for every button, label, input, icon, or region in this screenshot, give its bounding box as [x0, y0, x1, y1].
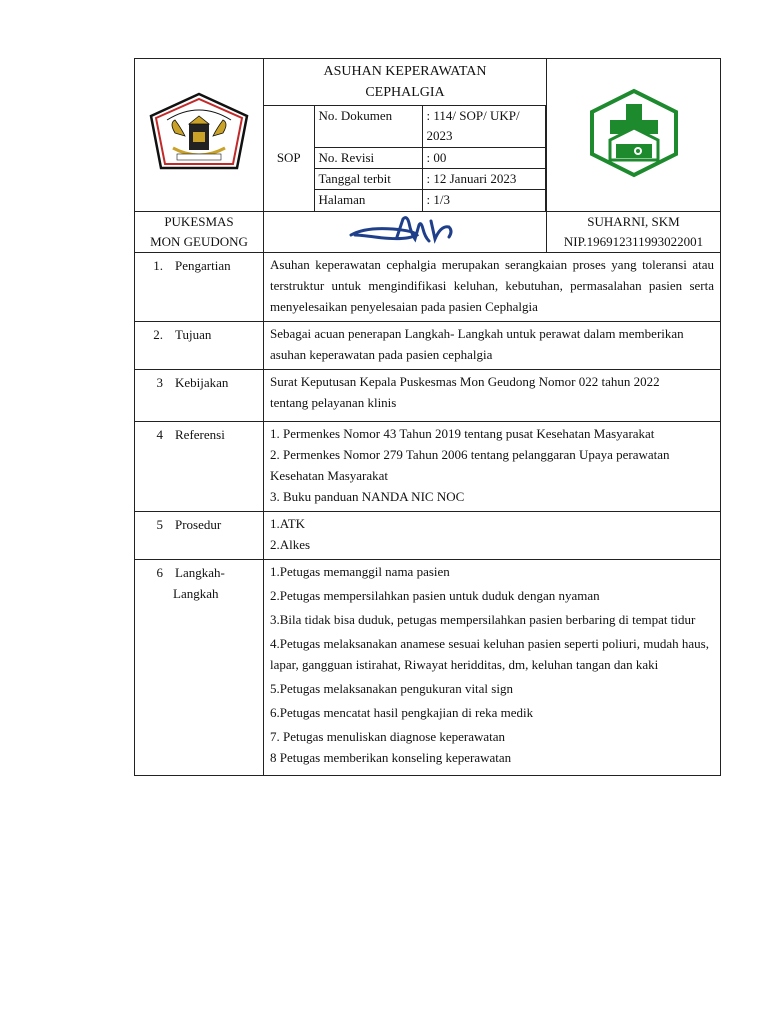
- list-item: 3. Buku panduan NANDA NIC NOC: [270, 488, 465, 504]
- list-item: 2. Permenkes Nomor 279 Tahun 2006 tentang pelanggaran Upaya perawatan Kesehatan Masyarakat: [270, 446, 670, 483]
- section-label: [135, 369, 264, 421]
- section-number: 1.: [153, 257, 163, 273]
- sop-table: [134, 58, 721, 776]
- section-number: 5: [156, 516, 163, 532]
- list-item: 2.Alkes: [270, 536, 311, 552]
- org-name-line-2: MON GEUDONG: [150, 233, 248, 249]
- city-government-logo: [145, 88, 253, 178]
- meta-value: : 114/ SOP/ UKP/ 2023: [422, 106, 546, 148]
- list-item: 2.Petugas mempersilahkan pasien untuk duduk dengan nyaman: [270, 587, 600, 603]
- meta-key: Tanggal terbit: [314, 169, 422, 190]
- list-item: 7. Petugas menuliskan diagnose keperawatan: [270, 728, 506, 744]
- pengertian-text: Asuhan keperawatan cephalgia merupakan serangkaian proses yang toleransi atau terstruktur untuk mengindifikasi keluhan, kebutuhan, permasalahan pasien serta menyelesaikan penyelesaian pada pasien Cephalgia: [264, 252, 721, 321]
- puskesmas-logo: [586, 88, 682, 178]
- signer-name: SUHARNI, SKM: [587, 213, 680, 229]
- list-item: 3.Bila tidak bisa duduk, petugas mempersilahkan pasien berbaring di tempat tidur: [270, 611, 696, 627]
- meta-table: [264, 105, 546, 211]
- signer-nip: NIP.196912311993022001: [563, 233, 704, 249]
- section-number: 2.: [153, 326, 163, 342]
- section-label: [135, 559, 264, 775]
- meta-key: No. Revisi: [314, 148, 422, 169]
- list-item: 6.Petugas mencatat hasil pengkajian di reka medik: [270, 704, 534, 720]
- section-label: [135, 252, 264, 321]
- city-logo-cell: [135, 59, 264, 212]
- section-number: 6: [156, 564, 163, 580]
- tujuan-text: [264, 321, 721, 369]
- referensi-list: [264, 421, 721, 511]
- document-title: [264, 59, 546, 105]
- list-item: 4.Petugas melaksanakan anamese sesuai keluhan pasien seperti poliuri, mudah haus, lapar, gangguan istirahat, Riwayat heridditas, dm, keluhan tangan dan kaki: [270, 635, 709, 672]
- section-title: Pengartian: [175, 257, 231, 273]
- section-title: Langkah-: [175, 564, 225, 580]
- meta-key: Halaman: [314, 190, 422, 211]
- section-number: 4: [156, 426, 163, 442]
- langkah-list: [264, 559, 721, 775]
- tujuan-paragraph: Sebagai acuan penerapan Langkah- Langkah untuk perawat dalam memberikan asuhan keperawatan pada pasien cephalgia: [270, 325, 684, 362]
- meta-value: : 12 Januari 2023: [422, 169, 546, 190]
- list-item: 1.ATK: [270, 515, 306, 531]
- list-item: 1.Petugas memanggil nama pasien: [270, 563, 450, 579]
- section-title: Kebijakan: [175, 374, 229, 390]
- kebijakan-paragraph: Surat Keputusan Kepala Puskesmas Mon Geudong Nomor 022 tahun 2022 tentang pelayanan klinis: [270, 373, 660, 410]
- meta-value: : 1/3: [422, 190, 546, 211]
- kebijakan-text: [264, 369, 721, 421]
- section-title: Prosedur: [175, 516, 222, 532]
- section-title: Tujuan: [175, 326, 212, 342]
- signature-image: [345, 213, 465, 247]
- list-item: 1. Permenkes Nomor 43 Tahun 2019 tentang pusat Kesehatan Masyarakat: [270, 425, 655, 441]
- section-title: Referensi: [175, 426, 225, 442]
- signer-cell: [547, 211, 721, 252]
- meta-value: : 00: [422, 148, 546, 169]
- org-name-line-1: PUKESMAS: [164, 213, 234, 229]
- sop-document: [134, 58, 720, 776]
- list-item: 8 Petugas memberikan konseling keperawatan: [270, 749, 512, 765]
- title-cell: [264, 59, 547, 212]
- signature-cell: [264, 211, 547, 252]
- list-item: 5.Petugas melaksanakan pengukuran vital sign: [270, 680, 513, 696]
- meta-key: No. Dokumen: [314, 106, 422, 148]
- section-label: [135, 511, 264, 559]
- organization-cell: [135, 211, 264, 252]
- puskesmas-logo-cell: [547, 59, 721, 212]
- section-title-cont: Langkah: [173, 585, 219, 601]
- section-number: 3: [156, 374, 163, 390]
- sop-label: SOP: [264, 106, 314, 211]
- section-label: [135, 321, 264, 369]
- title-line-1: ASUHAN KEPERAWATAN: [323, 64, 487, 79]
- title-line-2: CEPHALGIA: [365, 85, 445, 100]
- prosedur-list: [264, 511, 721, 559]
- section-label: [135, 421, 264, 511]
